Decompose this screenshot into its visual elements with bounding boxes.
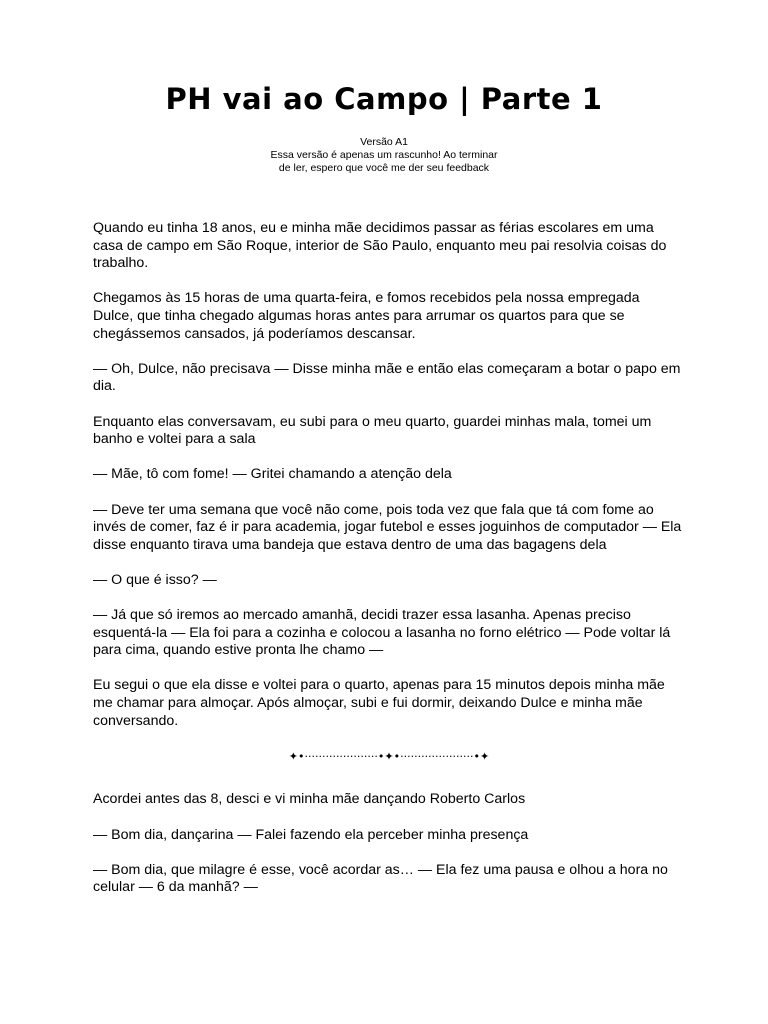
paragraph: Enquanto elas conversavam, eu subi para o meu quarto, guardei minhas mala, tomei um banho e voltei para a sala <box>93 413 652 448</box>
paragraph: — Mãe, tô com fome! — Gritei chamando a atenção dela <box>93 466 452 483</box>
paragraph: — Bom dia, que milagre é esse, você acordar as… — Ela fez uma pausa e olhou a hora no celular — 6 da manhã? — <box>93 861 668 896</box>
paragraph: — Já que só iremos ao mercado amanhã, decidi trazer essa lasanha. Apenas preciso esquentá-la — Ela foi para a cozinha e colocou a lasanha no forno elétrico — Pode voltar lá para cima, quando estive pronta lhe chamo — <box>93 607 671 659</box>
paragraph: — Oh, Dulce, não precisava — Disse minha mãe e então elas começaram a botar o papo em dia. <box>93 360 681 395</box>
version-note <box>0 136 768 175</box>
draft-note-line-1: Essa versão é apenas um rascunho! Ao terminar <box>270 149 498 161</box>
document-title: PH vai ao Campo | Parte 1 <box>165 82 603 116</box>
draft-note-line-2: de ler, espero que você me der seu feedback <box>278 162 490 174</box>
paragraph: Acordei antes das 8, desci e vi minha mãe dançando Roberto Carlos <box>93 791 526 808</box>
paragraph: Chegamos às 15 horas de uma quarta-feira, e fomos recebidos pela nossa empregada Dulce, que tinha chegado algumas horas antes para arrumar os quartos para que se chegássemos cansados, já poderíamos descansar. <box>93 290 640 342</box>
paragraph: Eu segui o que ela disse e voltei para o quarto, apenas para 15 minutos depois minha mãe me chamar para almoçar. Após almoçar, subi e fui dormir, deixando Dulce e minha mãe conversando. <box>93 677 665 729</box>
paragraph: — Bom dia, dançarina — Falei fazendo ela perceber minha presença <box>93 826 529 843</box>
paragraph: — O que é isso? — <box>93 571 217 588</box>
paragraph: — Deve ter uma semana que você não come, pois toda vez que fala que tá com fome ao invés de comer, faz é ir para academia, jogar futebol e esses joguinhos de computador — Ela disse enquanto tirava uma bandeja que estava dentro de uma das bagagens dela <box>93 501 682 553</box>
version-label: Versão A1 <box>360 136 408 148</box>
story-body <box>93 220 683 915</box>
paragraph: Quando eu tinha 18 anos, eu e minha mãe decidimos passar as férias escolares em uma casa de campo em São Roque, interior de São Paulo, enquanto meu pai resolvia coisas do trabalho. <box>93 220 667 272</box>
section-divider: ✦•·····················•✦•·····················•✦ <box>288 749 490 763</box>
